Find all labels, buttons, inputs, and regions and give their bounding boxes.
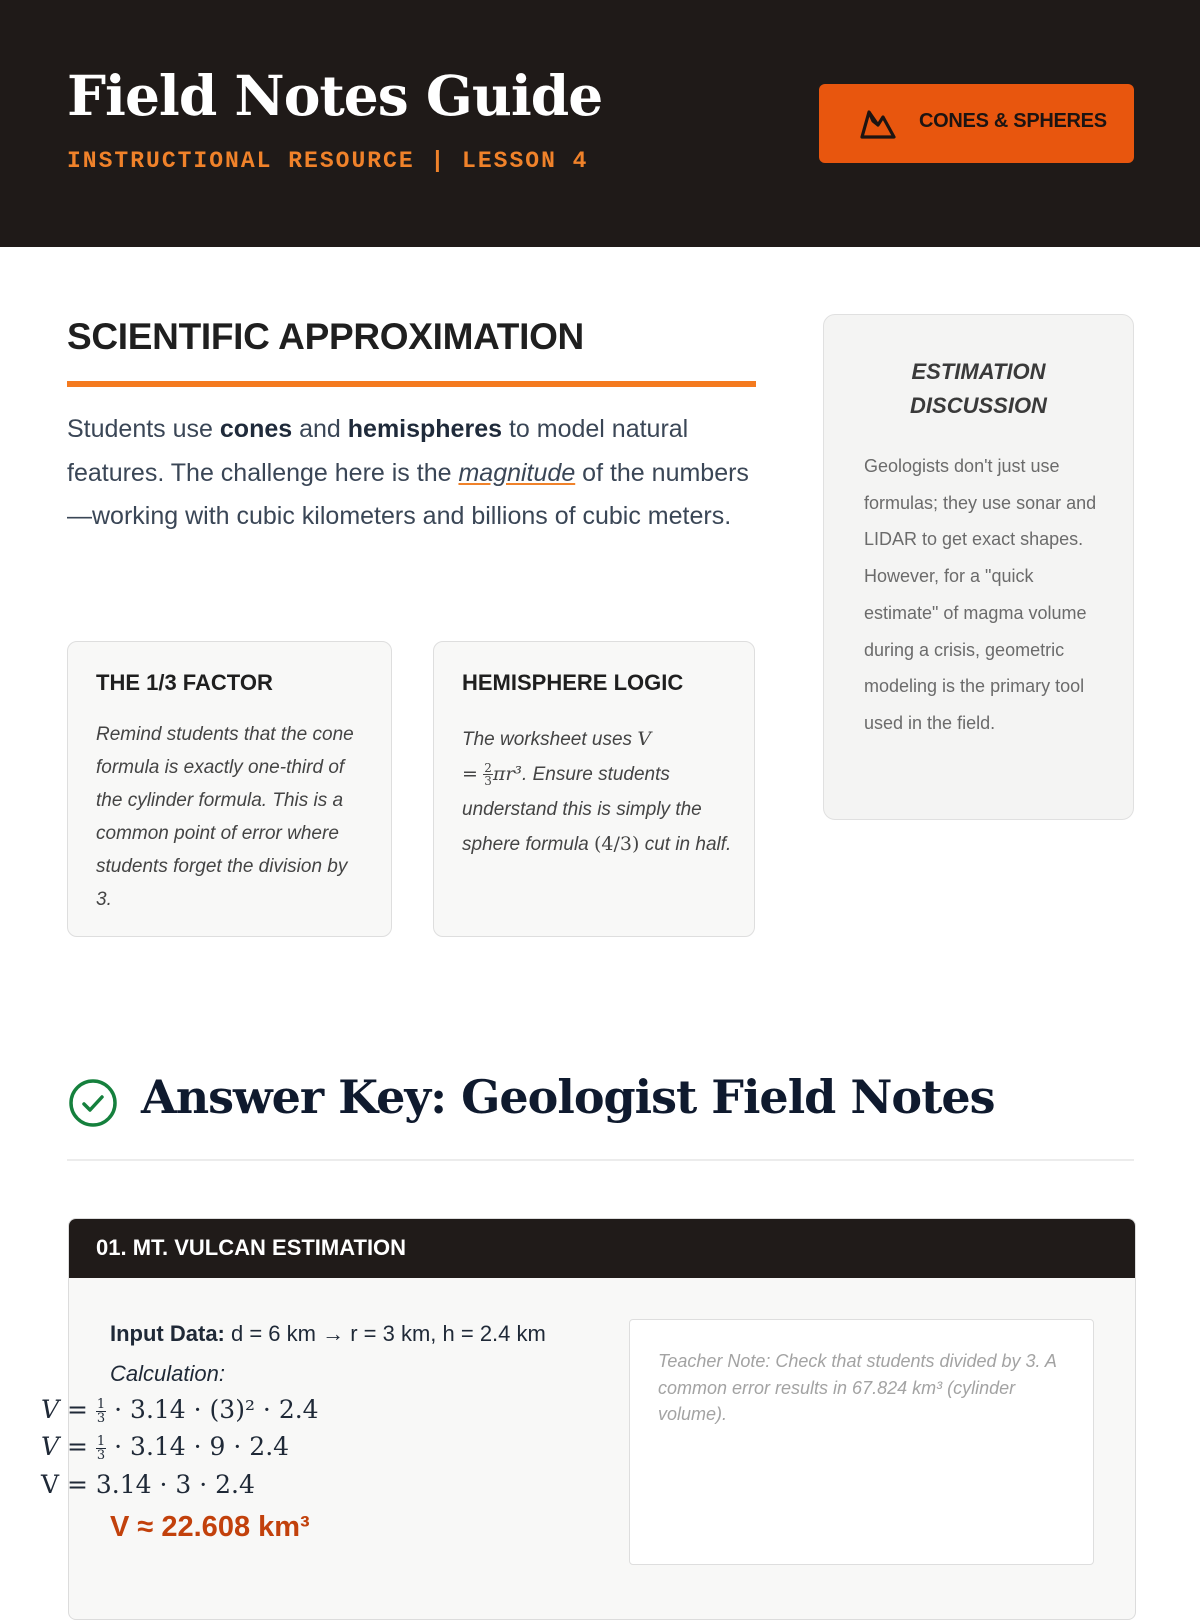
card-title: THE 1/3 FACTOR	[96, 670, 273, 695]
section-title: SCIENTIFIC APPROXIMATION	[67, 316, 584, 357]
equation-step-2: V = $\frac{1}{3}$ · 3.14 · 9 · 2.4	[41, 1432, 290, 1463]
section-divider	[67, 381, 756, 387]
result-value: V ≈ 22.608 km³	[110, 1511, 310, 1543]
teacher-note-text: Teacher Note: Check that students divided by 3. A common error results in 67.824 km³ (cylinder volume).	[658, 1351, 1057, 1424]
topic-badge[interactable]	[819, 84, 1134, 163]
equation-step-3: V = 3.14 · 3 · 2.4	[41, 1470, 255, 1499]
sidebar-text: Geologists don't just use formulas; they use sonar and LIDAR to get exact shapes. However, for a "quick estimate" of magma volume during a crisis, geometric modeling is the primary tool used in the field.	[864, 456, 1097, 733]
answer-key-title: Answer Key: Geologist Field Notes	[141, 1070, 995, 1124]
card-text: Remind students that the cone formula is exactly one-third of the cylinder formula. This is a common point of error where students forget the division by 3.	[96, 724, 354, 910]
sidebar-title: ESTIMATION DISCUSSION	[910, 359, 1047, 418]
badge-label: CONES & SPHERES	[919, 110, 1107, 132]
answer-key-divider	[67, 1159, 1134, 1161]
page-subtitle: INSTRUCTIONAL RESOURCE | LESSON 4	[67, 148, 589, 174]
page-title: Field Notes Guide	[67, 63, 603, 128]
check-circle-icon	[67, 1077, 119, 1129]
calculation-label: Calculation:	[110, 1361, 225, 1386]
intro-paragraph: Students use cones and hemispheres to model natural features. The challenge here is the magnitude of the numbers—working with cubic kilometers and billions of cubic meters.	[67, 415, 749, 530]
problem-header	[69, 1219, 1135, 1278]
tip-card-hemisphere-logic	[433, 641, 755, 937]
page-header	[0, 0, 1200, 247]
teacher-note	[629, 1319, 1094, 1565]
tip-card-third-factor	[67, 641, 392, 937]
card-text: The worksheet uses V = $\frac{2}{3}$ πr³. Ensure students understand this is simply the sphere formula (4/3) cut in half.	[462, 728, 732, 855]
mountain-icon	[859, 106, 897, 140]
card-title: HEMISPHERE LOGIC	[462, 670, 684, 695]
input-data: Input Data: d = 6 km → r = 3 km, h = 2.4 km	[110, 1321, 546, 1346]
equation-step-1: V = $\frac{1}{3}$ · 3.14 · (3)² · 2.4	[41, 1395, 319, 1426]
problem-title: 01. MT. VULCAN ESTIMATION	[96, 1235, 407, 1260]
